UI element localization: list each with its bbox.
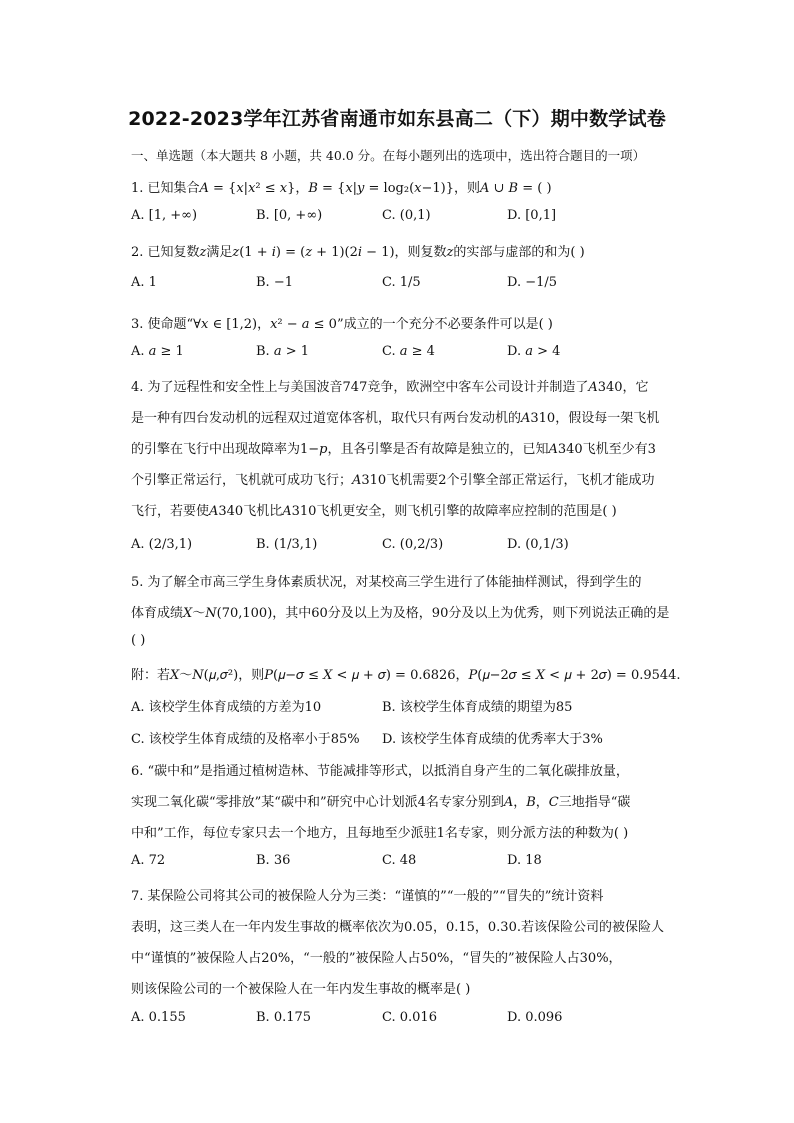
question-4-line-4: 个引擎正常运行，飞机就可成功飞行；𝐴310飞机需要2个引擎全部正常运行，飞机才能成功 [131, 473, 655, 488]
question-3-stem: 3. 使命题“∀𝑥 ∈ [1,2)，𝑥² − 𝑎 ≤ 0”成立的一个充分不必要条件可以是( ) [131, 317, 553, 332]
question-6-option-a: A. 72 [131, 853, 166, 868]
question-3-option-d: D. 𝑎 > 4 [507, 344, 561, 359]
question-4-option-b: B. (1/3,1) [256, 537, 318, 552]
question-5-line-3: ( ) [131, 633, 146, 648]
question-6-line-1: 6. “碳中和”是指通过植树造林、节能减排等形式，以抵消自身产生的二氧化碳排放量， [131, 764, 629, 779]
question-2-option-a: A. 1 [131, 275, 157, 290]
question-1-option-c: C. (0,1) [382, 208, 431, 223]
section-heading: 一、单选题（本大题共 8 小题，共 40.0 分。在每小题列出的选项中，选出符合题目的一项） [131, 148, 646, 163]
question-2-option-d: D. −1/5 [507, 275, 558, 290]
question-4-option-a: A. (2/3,1) [131, 537, 193, 552]
question-1-option-d: D. [0,1] [507, 208, 557, 223]
question-4-line-2: 是一种有四台发动机的远程双过道宽体客机，取代只有两台发动机的𝐴310，假设每一架飞机 [131, 411, 660, 426]
question-2-option-c: C. 1/5 [382, 275, 421, 290]
question-6-line-3: 中和”工作，每位专家只去一个地方，且每地至少派驻1名专家，则分派方法的种数为( ) [131, 826, 629, 841]
question-7-option-b: B. 0.175 [256, 1010, 312, 1025]
question-5-option-b: B. 该校学生体育成绩的期望为85 [382, 700, 573, 715]
question-7-line-1: 7. 某保险公司将其公司的被保险人分为三类：“谨慎的”“一般的”“冒失的”统计资料 [131, 889, 604, 904]
question-7-line-4: 则该保险公司的一个被保险人在一年内发生事故的概率是( ) [131, 982, 471, 997]
question-6-option-b: B. 36 [256, 853, 291, 868]
question-3-option-b: B. 𝑎 > 1 [256, 344, 309, 359]
question-7-line-3: 中“谨慎的”被保险人占20%，“一般的”被保险人占50%，“冒失的”被保险人占30%， [131, 951, 622, 966]
question-7-option-a: A. 0.155 [131, 1010, 186, 1025]
question-1-option-a: A. [1, +∞) [131, 208, 198, 223]
question-7-line-2: 表明，这三类人在一年内发生事故的概率依次为0.05，0.15，0.30.若该保险公司的被保险人 [131, 920, 664, 935]
question-5-line-2: 体育成绩𝑋～𝑁(70,100)，其中60分及以上为及格，90分及以上为优秀，则下列说法正确的是 [131, 606, 670, 621]
question-2-option-b: B. −1 [256, 275, 293, 290]
question-6-option-d: D. 18 [507, 853, 542, 868]
question-3-option-a: A. 𝑎 ≥ 1 [131, 344, 184, 359]
question-5-option-c: C. 该校学生体育成绩的及格率小于85% [131, 732, 360, 747]
question-4-line-5: 飞行，若要使𝐴340飞机比𝐴310飞机更安全，则飞机引擎的故障率应控制的范围是( ) [131, 504, 617, 519]
question-4-option-c: C. (0,2/3) [382, 537, 444, 552]
question-5-option-d: D. 该校学生体育成绩的优秀率大于3% [382, 732, 603, 747]
question-5-note: 附：若𝑋～𝑁(𝜇,𝜎²)，则𝑃(𝜇−𝜎 ≤ 𝑋 < 𝜇 + 𝜎) = 0.6826，𝑃(𝜇−2𝜎 ≤ 𝑋 < 𝜇 + 2𝜎) = 0.9544. [131, 668, 681, 683]
question-6-line-2: 实现二氧化碳“零排放”某“碳中和”研究中心计划派4名专家分别到𝐴，𝐵，𝐶三地指导“碳 [131, 795, 631, 810]
question-1-option-b: B. [0, +∞) [256, 208, 323, 223]
question-2-stem: 2. 已知复数𝑧满足𝑧(1 + 𝑖) = (𝑧 + 1)(2𝑖 − 1)，则复数𝑧的实部与虚部的和为( ) [131, 245, 585, 260]
question-4-line-1: 4. 为了远程性和安全性上与美国波音747竞争，欧洲空中客车公司设计并制造了𝐴340，它 [131, 380, 649, 395]
question-7-option-c: C. 0.016 [382, 1010, 437, 1025]
question-1-stem: 1. 已知集合𝐴 = {𝑥|𝑥² ≤ 𝑥}，𝐵 = {𝑥|𝑦 = log₂(𝑥−1)}，则𝐴 ∪ 𝐵 = ( ) [131, 181, 552, 196]
question-7-option-d: D. 0.096 [507, 1010, 563, 1025]
question-4-line-3: 的引擎在飞行中出现故障率为1−𝑝，且各引擎是否有故障是独立的，已知𝐴340飞机至少有3 [131, 442, 656, 457]
question-5-line-1: 5. 为了解全市高三学生身体素质状况，对某校高三学生进行了体能抽样测试，得到学生的 [131, 575, 642, 590]
question-5-option-a: A. 该校学生体育成绩的方差为10 [131, 700, 322, 715]
question-3-option-c: C. 𝑎 ≥ 4 [382, 344, 435, 359]
exam-title: 2022-2023学年江苏省南通市如东县高二（下）期中数学试卷 [128, 108, 666, 130]
question-6-option-c: C. 48 [382, 853, 417, 868]
question-4-option-d: D. (0,1/3) [507, 537, 569, 552]
